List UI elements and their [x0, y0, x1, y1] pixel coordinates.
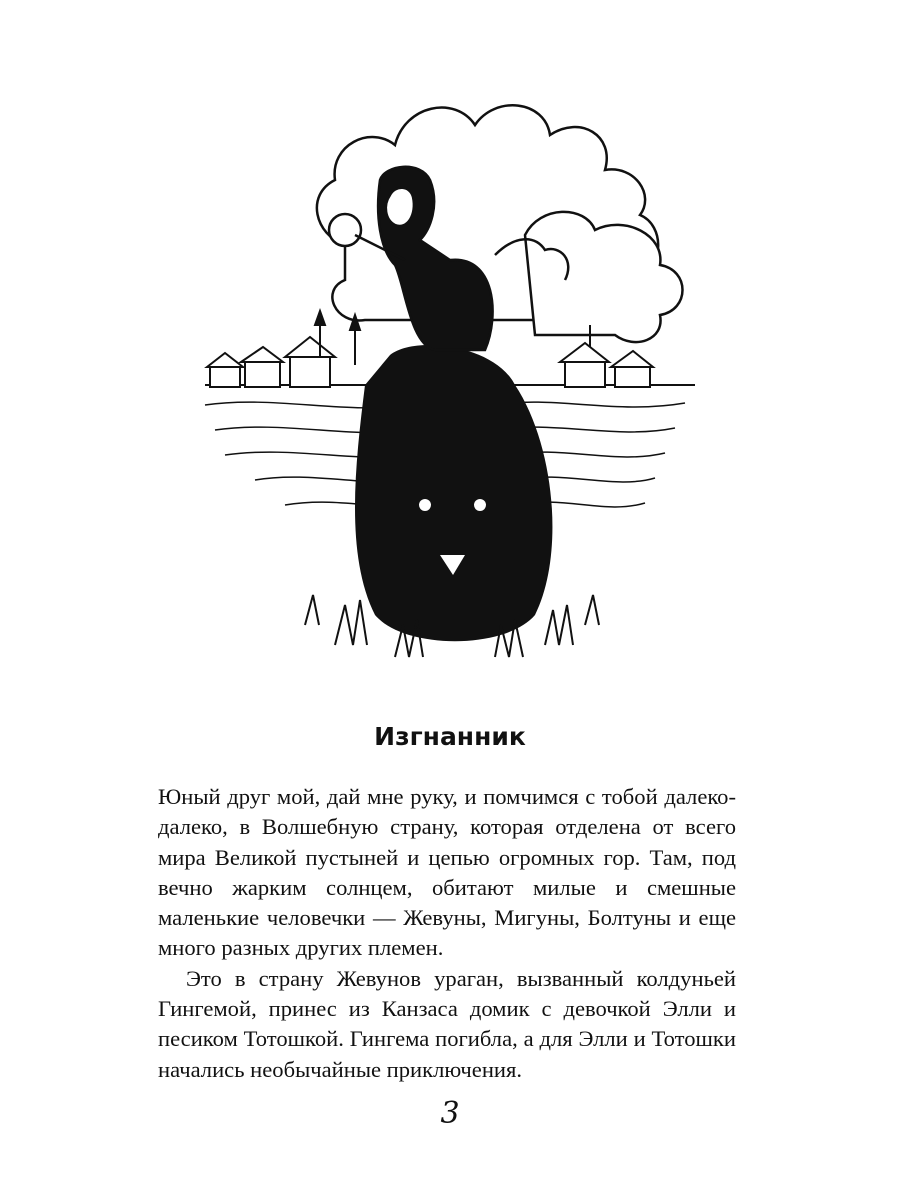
- paragraph: Юный друг мой, дай мне руку, и помчимся с тобой далеко-далеко, в Волшебную страну, которая отделена от всего мира Великой пустыней и цепью огромных гор. Там, под вечно жарким солнцем, обитают милые и смешные маленькие человечки — Жевуны, Мигуны, Болтуны и еще много разных других племен.: [158, 784, 736, 961]
- chapter-title: Изгнанник: [374, 722, 526, 751]
- page-number: 3: [440, 1096, 460, 1131]
- chapter-illustration: [195, 85, 705, 665]
- paragraph: Это в страну Жевунов ураган, вызванный колдуньей Гингемой, принес из Канзаса домик с девочкой Элли и песиком Тотошкой. Гингема погибла, а для Элли и Тотошки начались необычайные приключения.: [158, 965, 736, 1082]
- bear-figure: [355, 345, 552, 641]
- chapter-text: [158, 782, 736, 1085]
- cloud-outline: [317, 105, 683, 342]
